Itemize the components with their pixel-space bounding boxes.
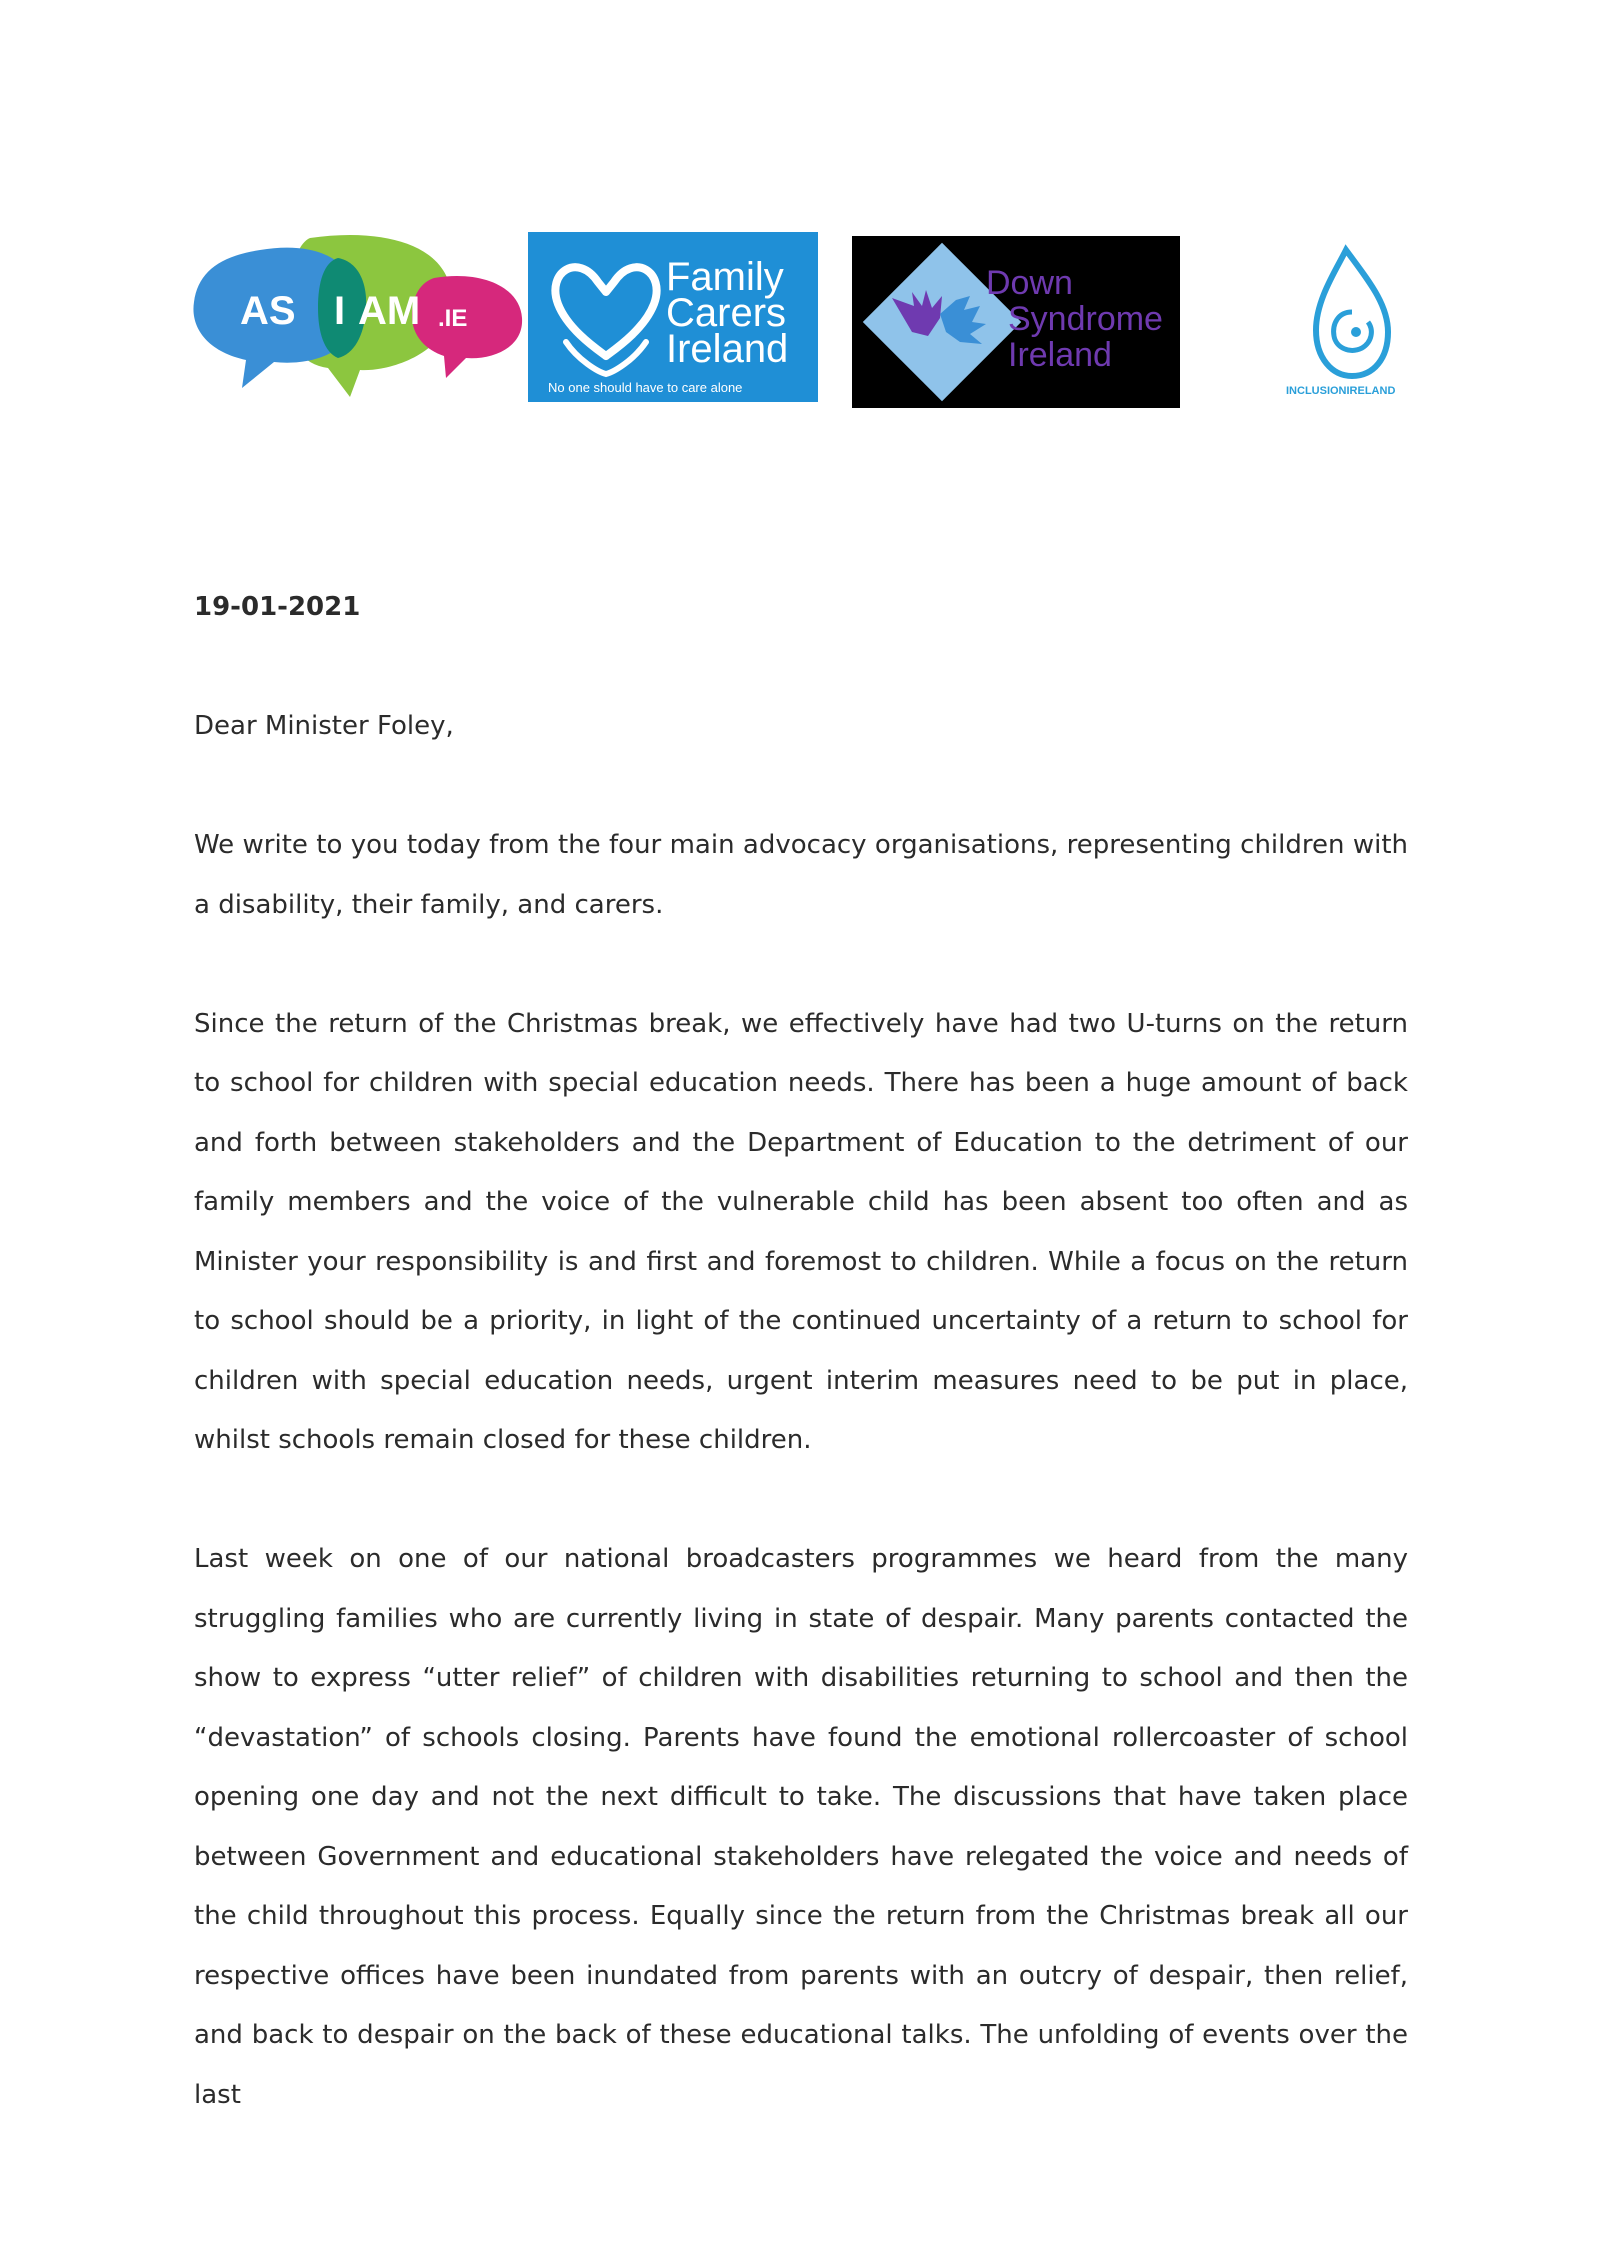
fci-line-2: Carers <box>666 291 787 335</box>
logo-banner <box>0 0 1600 420</box>
letter-body <box>194 578 1408 2185</box>
down-syndrome-ireland-logo <box>852 236 1180 408</box>
dsi-line-1: Down <box>986 264 1073 302</box>
fci-line-1: Family <box>666 255 784 299</box>
dsi-line-2: Syndrome <box>1008 300 1163 338</box>
letter-paragraph-1: We write to you today from the four main advocacy organisations, representing children with a disability, their family, and carers. <box>194 830 1408 920</box>
fci-line-3: Ireland <box>666 327 789 371</box>
dsi-line-3: Ireland <box>1008 336 1112 374</box>
letter-paragraph-3: Last week on one of our national broadcasters programmes we heard from the many struggling families who are currently living in state of despair. Many parents contacted the show to express “utter relief” of children with disabilities returning to school and then the “devastation” of schools closing. Parents have found the emotional rollercoaster of school opening one day and not the next difficult to take. The discussions that have taken place between Government and educational stakeholders have relegated the voice and needs of the child throughout this process. Equally since the return from the Christmas break all our respective offices have been inundated from parents with an outcry of despair, then relief, and back to despair on the back of these educational talks. The unfolding of events over the last <box>194 1544 1408 2110</box>
inclusion-ireland-logo <box>1276 240 1426 400</box>
letter-paragraph-2: Since the return of the Christmas break, we effectively have had two U-turns on the return to school for children with special education needs. There has been a huge amount of back and forth between stakeholders and the Department of Education to the detriment of our family members and the voice of the vulnerable child has been absent too often and as Minister your responsibility is and first and foremost to children. While a focus on the return to school should be a priority, in light of the continued uncertainty of a return to school for children with special education needs, urgent interim measures need to be put in place, whilst schools remain closed for these children. <box>194 1008 1408 1455</box>
asiam-i-text: I <box>334 289 346 333</box>
asiam-logo <box>190 232 530 404</box>
ii-text: INCLUSIONIRELAND <box>1286 385 1396 397</box>
asiam-am-text: AM <box>358 289 421 333</box>
family-carers-ireland-logo <box>528 232 818 402</box>
asiam-as-text: AS <box>240 289 296 333</box>
letter-salutation: Dear Minister Foley, <box>194 711 454 741</box>
droplet-icon <box>1316 250 1388 376</box>
fci-tagline: No one should have to care alone <box>548 380 743 395</box>
letter-date: 19-01-2021 <box>194 592 361 622</box>
asiam-ie-text: .IE <box>438 305 468 332</box>
